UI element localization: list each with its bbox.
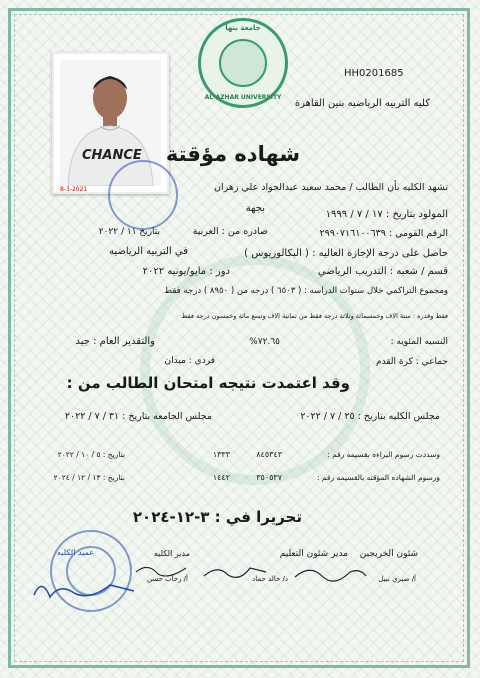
emblem-english-text: AL-AZHAR UNIVERSITY bbox=[204, 94, 282, 101]
diploma-fee-receipt: ٨٤٥٣٤٣ bbox=[256, 450, 282, 459]
education-affairs-name: د/ خالد حماد bbox=[252, 575, 288, 583]
score-in-words: فقط وقدره : ستة الاف وخمسمائة وثلاثة درجه فقط من ثمانية الاف وتسع مائة وخمسون درجه فقط bbox=[181, 312, 448, 320]
dean-signature bbox=[30, 575, 140, 605]
issued-from: صادره من : الغربية bbox=[192, 226, 268, 237]
general-grade: والتقدير العام : جيد bbox=[75, 336, 155, 347]
certificate-fee-receipt: ٣٥٠٥٣٧ bbox=[256, 473, 282, 482]
certificate-fee-date: بتاريخ : ١٣ / ١٢ / ٢٠٢٤ bbox=[53, 473, 125, 482]
degree-field: في التربيه الرياضيه bbox=[108, 246, 188, 257]
blue-stamp-photo bbox=[108, 160, 178, 230]
percentage-value: ٧٢.٦٥% bbox=[249, 337, 280, 347]
shirt-print: CHANCE bbox=[82, 148, 142, 163]
student-line: تشهد الكليه بأن الطالب / محمد سعيد عبدالجواد علي زهران bbox=[214, 182, 448, 193]
total-score-line: ومجموع التراكمي خلال سنوات الدراسه : ( ٦٥٠٣ ) درجه من ( ٨٩٥٠ ) درجه فقط bbox=[164, 286, 448, 296]
issued-date: بتاريخ ١١ / ٢٠٢٢ bbox=[98, 227, 160, 237]
graduates-affairs-title: شئون الخريجين bbox=[359, 549, 418, 559]
university-emblem bbox=[198, 18, 288, 108]
education-affairs-title: مدير شئون التعليم bbox=[279, 549, 348, 559]
result-heading: وقد اعتمدت نتيجه امتحان الطالب من : bbox=[66, 374, 350, 392]
university-council-date: مجلس الجامعه بتاريخ : ٣١ / ٧ / ٢٠٢٢ bbox=[64, 411, 212, 422]
degree-line: حاصل على درجة الإجازة العاليه : ( البكالوريوس ) bbox=[244, 248, 448, 259]
faculty-council-date: مجلس الكليه بتاريخ : ٢٥ / ٧ / ٢٠٢٢ bbox=[300, 411, 440, 422]
graduates-affairs-name: أ/ صبري نبيل bbox=[378, 575, 416, 583]
faculty-director-title: مدير الكليه bbox=[153, 549, 190, 558]
faculty-name: كليه التربيه الرياضيه بنين القاهرة bbox=[294, 98, 430, 109]
certificate-title: شهاده مؤقتة bbox=[165, 142, 300, 166]
diploma-fee-label: وسددت رسوم البراءه بقسيمه رقم : bbox=[327, 450, 440, 459]
student-line-region: بجهة bbox=[245, 203, 265, 214]
department-line: قسم / شعبه : التدريب الرياضي bbox=[317, 266, 448, 277]
emblem-center-icon bbox=[219, 39, 267, 87]
serial-number: HH0201685 bbox=[344, 68, 404, 79]
exam-session: دور : مايو/يونيه ٢٠٢٢ bbox=[142, 266, 230, 277]
percentage-label: النسبه المئويه : bbox=[390, 337, 448, 347]
signature-graduates bbox=[290, 562, 370, 584]
photo-date: 8-3-2021 bbox=[60, 186, 88, 193]
individual-sport: فردي : ميدان bbox=[164, 356, 215, 366]
national-id: الرقم القومي : ٢٩٩٠٧١٦١٠٠٦٣٩ bbox=[319, 228, 448, 239]
issue-date: تحريرا في : ٣-١٢-٢٠٢٤ bbox=[132, 508, 302, 526]
team-sport: جماعي : كرة القدم bbox=[375, 357, 448, 367]
diploma-fee-receipt-2: ١٣٣٣ bbox=[212, 450, 230, 459]
certificate-fee-receipt-2: ١٤٤٢ bbox=[212, 473, 230, 482]
diploma-fee-date: بتاريخ : ٥ / ١٠ / ٢٠٢٢ bbox=[57, 450, 125, 459]
certificate-fee-label: ورسوم الشهاده المؤقته بالقسيمه رقم : bbox=[317, 473, 440, 482]
dean-title: عميد الكليه bbox=[57, 548, 94, 557]
emblem-arabic-text: جامعة بنها bbox=[225, 24, 261, 32]
birth-date: المولود بتاريخ : ١٧ / ٧ / ١٩٩٩ bbox=[325, 209, 448, 220]
faculty-director-name: أ/ رحاب حسن bbox=[146, 575, 188, 583]
